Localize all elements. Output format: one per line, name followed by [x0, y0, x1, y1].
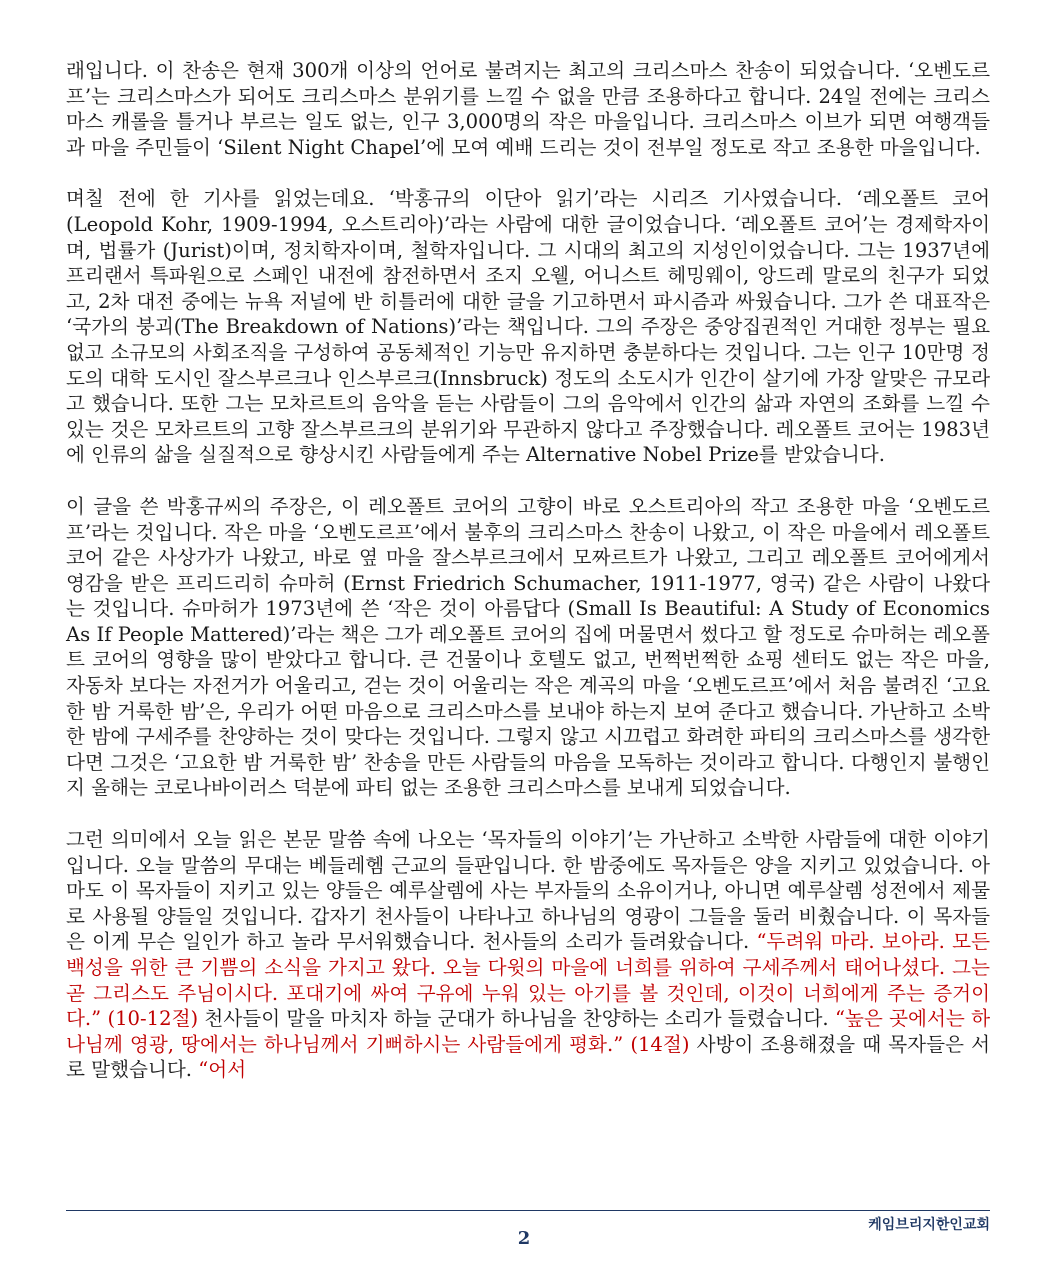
body-text: 사방이 조용해졌을 때 목자들은 서로 말했습니다.: [66, 1032, 990, 1082]
paragraph: [66, 494, 990, 801]
paragraph: [66, 58, 990, 160]
body-text: 천사들이 말을 마치자 하늘 군대가 하나님을 찬양하는 소리가 들렸습니다.: [198, 1007, 835, 1031]
scripture-quote: “높은 곳에서는 하나님께 영광, 땅에서는 하나님께서 기뻐하시는 사람들에게 평화.” (14절): [66, 1007, 991, 1056]
page-number: 2: [517, 1228, 531, 1249]
scripture-quote: “어서: [198, 1058, 247, 1082]
body-text: 그런 의미에서 오늘 읽은 본문 말씀 속에 나오는 ‘목자들의 이야기’는 가난하고 소박한 사람들에 대한 이야기입니다. 오늘 말씀의 무대는 베들레헴 근교의 들판입니다. 한 밤중에도 목자들은 양을 지키고 있었습니다. 아마도 이 목자들이 지키고 있는 양들은 예루살렘에 사는 부자들의 소유이거나, 아니면 예루살렘 성전에서 제물로 사용될 양들일 것입니다. 갑자기 천사들이 나타나고 하나님의 영광이 그들을 둘러 비췄습니다. 이 목자들은 이게 무슨 일인가 하고 놀라 무서워했습니다. 천사들의 소리가 들려왔습니다.: [66, 828, 990, 954]
paragraph: [66, 827, 990, 1083]
document-body: [66, 58, 990, 1083]
body-text: 이 글을 쓴 박홍규씨의 주장은, 이 레오폴트 코어의 고향이 바로 오스트리아의 작고 조용한 마을 ‘오벤도르프’라는 것입니다. 작은 마을 ‘오벤도르프’에서 불후의 크리스마스 찬송이 나왔고, 이 작은 마을에서 레오폴트 코어 같은 사상가가 나왔고, 바로 옆 마을 잘스부르크에서 모짜르트가 나왔고, 그리고 레오폴트 코어에게서 영감을 받은 프리드리히 슈마허 (Ernst Friedrich Schumacher, 1911-1977, 영국) 같은 사람이 나왔다는 것입니다. 슈마허가 1973년에 쓴 ‘작은 것이 아름답다 (Small Is Beautiful: A Study of Economics As If People Mattered)’라는 책은 그가 레오폴트 코어의 집에 머물면서 썼다고 할 정도로 슈마허는 레오폴트 코어의 영향을 많이 받았다고 합니다. 큰 건물이나 호텔도 없고, 번쩍번쩍한 쇼핑 센터도 없는 작은 마을, 자동차 보다는 자전거가 어울리고, 걷는 것이 어울리는 작은 계곡의 마을 ‘오벤도르프’에서 처음 불려진 ‘고요한 밤 거룩한 밤’은, 우리가 어떤 마음으로 크리스마스를 보내야 하는지 보여 준다고 했습니다. 가난하고 소박한 밤에 구세주를 찬양하는 것이 맞다는 것입니다. 그렇지 않고 시끄럽고 화려한 파티의 크리스마스를 생각한다면 그것은 ‘고요한 밤 거룩한 밤’ 찬송을 만든 사람들의 마음을 모독하는 것이라고 합니다. 다행인지 불행인지 올해는 코로나바이러스 덕분에 파티 없는 조용한 크리스마스를 보내게 되었습니다.: [66, 494, 990, 800]
scripture-quote: “두려워 마라. 보아라. 모든 백성을 위한 큰 기쁨의 소식을 가지고 왔다. 오늘 다윗의 마을에 너희를 위하여 구세주께서 태어나셨다. 그는 곧 그리스도 주님이시다. 포대기에 싸여 구유에 누워 있는 아기를 볼 것인데, 이것이 너희에게 주는 증거이다.” (10-12절): [66, 930, 990, 1031]
church-name: 케임브리지한인교회: [868, 1217, 990, 1233]
paragraph: [66, 186, 990, 468]
body-text: 며칠 전에 한 기사를 읽었는데요. ‘박홍규의 이단아 읽기’라는 시리즈 기사였습니다. ‘레오폴트 코어(Leopold Kohr, 1909-1994, 오스트리아)’라는 사람에 대한 글이었습니다. ‘레오폴트 코어’는 경제학자이며, 법률가 (Jurist)이며, 정치학자이며, 철학자입니다. 그 시대의 최고의 지성인이었습니다. 그는 1937년에 프리랜서 특파원으로 스페인 내전에 참전하면서 조지 오웰, 어니스트 헤밍웨이, 앙드레 말로의 친구가 되었고, 2차 대전 중에는 뉴욕 저널에 반 히틀러에 대한 글을 기고하면서 파시즘과 싸웠습니다. 그가 쓴 대표작은 ‘국가의 붕괴(The Breakdown of Nations)’라는 책입니다. 그의 주장은 중앙집권적인 거대한 정부는 필요 없고 소규모의 사회조직을 구성하여 공동체적인 기능만 유지하면 충분하다는 것입니다. 그는 인구 10만명 정도의 대학 도시인 잘스부르크나 인스부르크(Innsbruck) 정도의 소도시가 인간이 살기에 가장 알맞은 규모라고 했습니다. 또한 그는 모차르트의 음악을 듣는 사람들이 그의 음악에서 인간의 삶과 자연의 조화를 느낄 수 있는 것은 모차르트의 고향 잘스부르크의 분위기와 무관하지 않다고 주장했습니다. 레오폴트 코어는 1983년에 인류의 삶을 실질적으로 향상시킨 사람들에게 주는 Alternative Nobel Prize를 받았습니다.: [66, 187, 990, 467]
body-text: 래입니다. 이 찬송은 현재 300개 이상의 언어로 불려지는 최고의 크리스마스 찬송이 되었습니다. ‘오벤도르프’는 크리스마스가 되어도 크리스마스 분위기를 느낄 수 없을 만큼 조용하다고 합니다. 24일 전에는 크리스마스 캐롤을 틀거나 부르는 일도 없는, 인구 3,000명의 작은 마을입니다. 크리스마스 이브가 되면 여행객들과 마을 주민들이 ‘Silent Night Chapel’에 모여 예배 드리는 것이 전부일 정도로 작고 조용한 마을입니다.: [66, 59, 990, 159]
footer-divider: [66, 1210, 990, 1211]
